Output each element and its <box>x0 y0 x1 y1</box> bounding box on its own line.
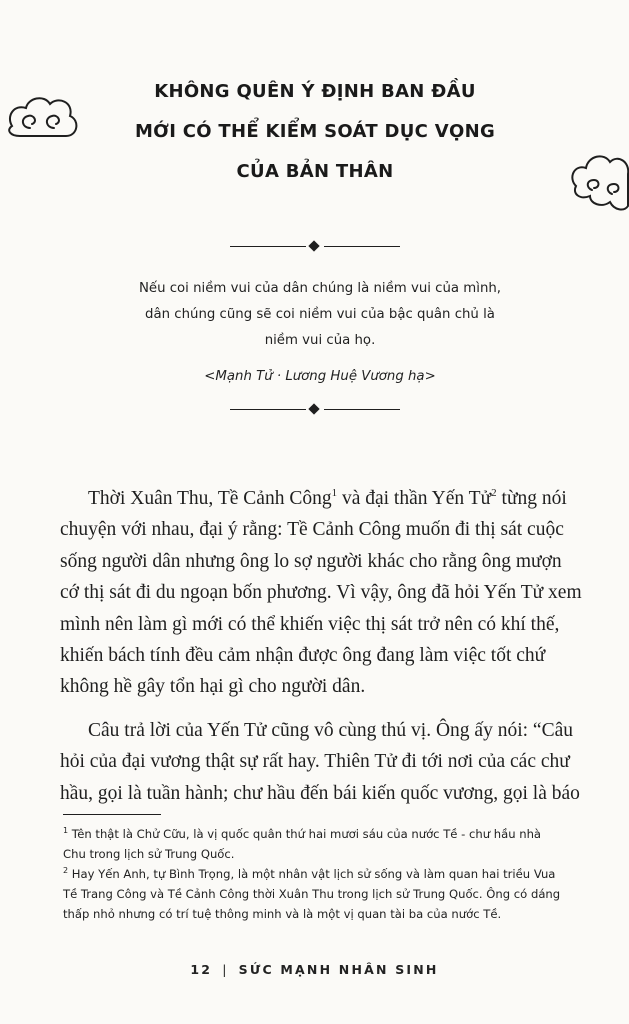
footnote-text: Hay Yến Anh, tự Bình Trọng, là một nhân vật lịch sử sống và làm quan hai triều Vua <box>68 867 556 881</box>
text-line: không hề gây tổn hại gì cho người dân. <box>60 676 366 698</box>
divider-line <box>230 246 306 247</box>
text-run: từng nói <box>496 488 567 509</box>
diamond-icon <box>308 240 319 251</box>
epigraph-line: Nếu coi niềm vui của dân chúng là niềm vui của mình, <box>138 281 502 296</box>
text-line: Câu trả lời của Yến Tử cũng vô cùng thú vị. Ông ấy nói: “Câu <box>88 719 573 741</box>
diamond-icon <box>308 403 319 414</box>
epigraph-quote <box>110 276 530 354</box>
footnote-line: Tề Trang Công và Tề Cảnh Công thời Xuân Thu trong lịch sử Trung Quốc. Ông có dáng <box>63 887 561 901</box>
divider-line <box>324 246 400 247</box>
footnote-line: Chu trong lịch sử Trung Quốc. <box>63 847 235 861</box>
footer-separator: | <box>222 962 229 977</box>
text-line: hỏi của đại vương thật sự rất hay. Thiên Tử đi tới nơi của các chư <box>60 751 570 773</box>
epigraph-source: <Mạnh Tử · Lương Huệ Vương hạ> <box>204 369 436 384</box>
cloud-swirl-icon <box>566 146 629 218</box>
footnote-ref: 2 <box>491 487 497 499</box>
footnote-mark: 1 <box>63 826 69 835</box>
text-line: khiến bách tính đều cảm nhận được ông đang làm việc tốt chứ <box>60 645 546 667</box>
footnote-line <box>63 824 618 844</box>
footnote-line: thấp nhỏ nhưng có trí tuệ thông minh và là một vị quan tài ba của nước Tề. <box>63 907 502 921</box>
text-line: mình nên làm gì mới có thể khiến việc thị sát trở nên có khí thế, <box>60 613 560 635</box>
ornamental-divider-bottom <box>230 403 400 417</box>
footnote-mark: 2 <box>63 866 69 875</box>
text-run: Thời Xuân Thu, Tề Cảnh Công <box>88 488 332 509</box>
epigraph-line: dân chúng cũng sẽ coi niềm vui của bậc quân chủ là <box>145 307 495 322</box>
divider-line <box>324 409 400 410</box>
page-footer <box>0 962 629 977</box>
footnote-text: Tên thật là Chử Cữu, là vị quốc quân thứ hai mươi sáu của nước Tề - chư hầu nhà <box>68 827 542 841</box>
chapter-title-line: MỚI CÓ THỂ KIỂM SOÁT DỤC VỌNG <box>134 121 496 142</box>
paragraph <box>60 483 620 703</box>
text-line: sống người dân nhưng ông lo sợ người khác cho rằng ông mượn <box>60 550 562 572</box>
chapter-title-line: KHÔNG QUÊN Ý ĐỊNH BAN ĐẦU <box>154 81 476 102</box>
cloud-swirl-icon <box>4 92 82 146</box>
footnotes <box>63 824 618 924</box>
footnote-rule <box>63 814 161 815</box>
divider-line <box>230 409 306 410</box>
chapter-title-line: CỦA BẢN THÂN <box>236 161 394 182</box>
text-line <box>60 483 620 514</box>
footnote-ref: 1 <box>331 487 338 499</box>
text-run: và đại thần Yến Tử <box>337 488 492 509</box>
text-line: cớ thị sát đi du ngoạn bốn phương. Vì vậy, ông đã hỏi Yến Tử xem <box>60 582 582 604</box>
epigraph-line: niềm vui của họ. <box>264 333 376 348</box>
chapter-title <box>90 72 540 192</box>
ornamental-divider-top <box>230 240 400 254</box>
paragraph <box>60 715 620 809</box>
text-line: chuyện với nhau, đại ý rằng: Tề Cảnh Công muốn đi thị sát cuộc <box>60 519 564 541</box>
book-title: SỨC MẠNH NHÂN SINH <box>238 962 439 977</box>
text-line: hầu, gọi là tuần hành; chư hầu đến bái kiến quốc vương, gọi là báo <box>60 782 580 804</box>
footnote-line <box>63 864 618 884</box>
page-number: 12 <box>190 962 213 977</box>
body-text <box>60 483 620 809</box>
